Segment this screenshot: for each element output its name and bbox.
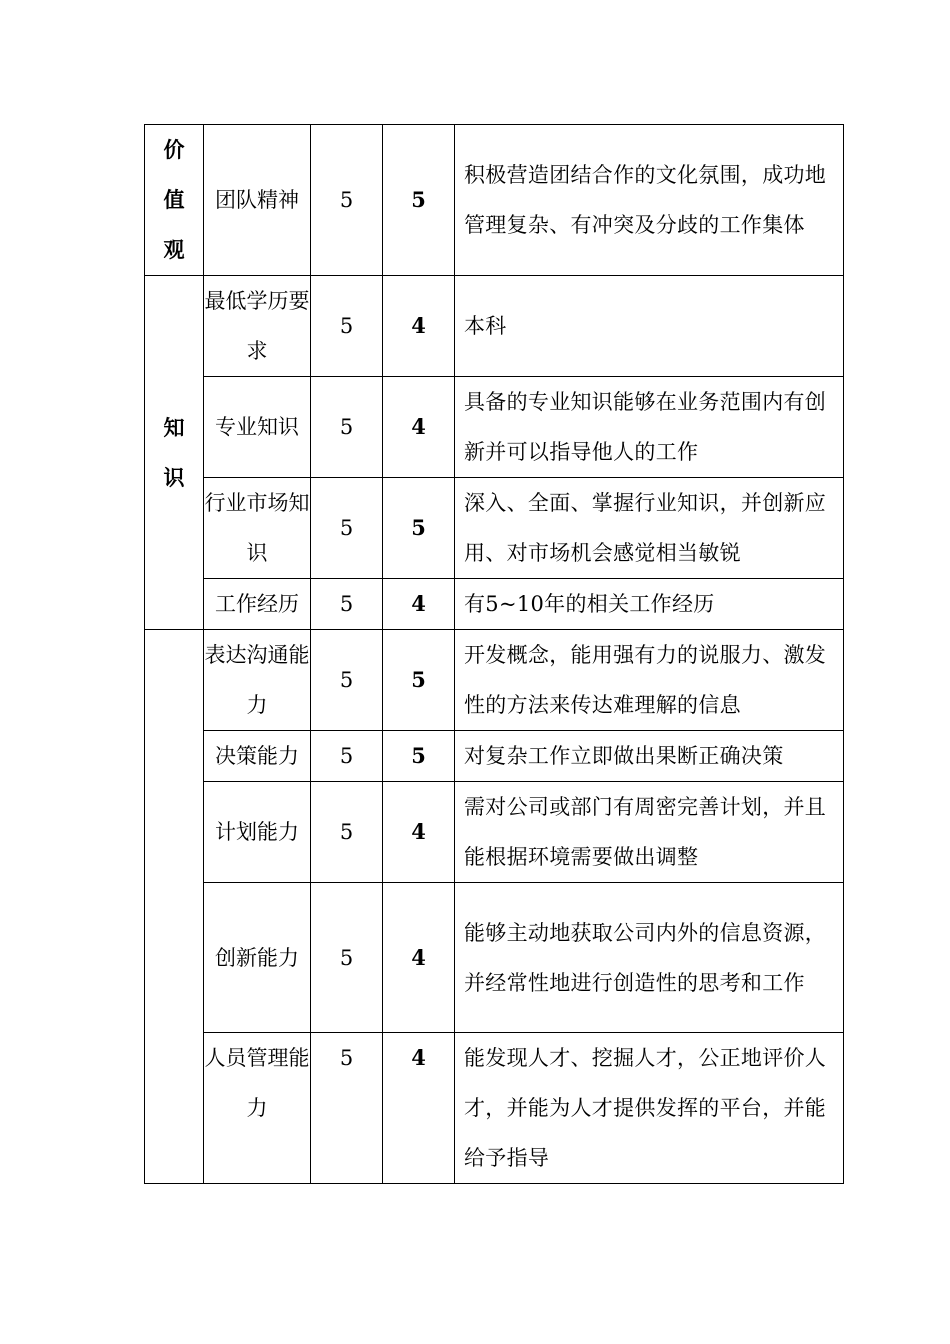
table-row	[145, 478, 844, 579]
description-cell: 积极营造团结合作的文化氛围，成功地管理复杂、有冲突及分歧的工作集体	[455, 125, 844, 276]
item-name: 行业市场知识	[204, 478, 311, 579]
item-name: 团队精神	[204, 125, 311, 276]
table-row	[145, 579, 844, 630]
category-knowledge	[145, 276, 204, 630]
required-level-cell: 5	[383, 731, 455, 782]
item-name: 表达沟通能力	[204, 630, 311, 731]
item-name: 人员管理能力	[204, 1033, 311, 1184]
item-name: 工作经历	[204, 579, 311, 630]
table-row	[145, 276, 844, 377]
description-cell: 开发概念，能用强有力的说服力、激发性的方法来传达难理解的信息	[455, 630, 844, 731]
description-cell: 需对公司或部门有周密完善计划，并且能根据环境需要做出调整	[455, 782, 844, 883]
competency-table	[144, 124, 844, 1184]
required-level-cell: 4	[383, 579, 455, 630]
item-name: 创新能力	[204, 883, 311, 1033]
table-row	[145, 731, 844, 782]
table-row	[145, 125, 844, 276]
score-cell: 5	[311, 478, 383, 579]
required-level-cell: 4	[383, 276, 455, 377]
score-cell: 5	[311, 782, 383, 883]
item-name: 决策能力	[204, 731, 311, 782]
category-char: 识	[163, 464, 185, 490]
item-name: 最低学历要求	[204, 276, 311, 377]
table-row	[145, 377, 844, 478]
description-cell: 本科	[455, 276, 844, 377]
table-row	[145, 782, 844, 883]
required-level-cell: 4	[383, 782, 455, 883]
required-level-cell: 4	[383, 377, 455, 478]
score-cell: 5	[311, 125, 383, 276]
score-cell: 5	[311, 579, 383, 630]
category-char: 观	[163, 237, 185, 262]
description-cell: 有5~10年的相关工作经历	[455, 579, 844, 630]
score-cell: 5	[311, 276, 383, 377]
description-cell: 具备的专业知识能够在业务范围内有创新并可以指导他人的工作	[455, 377, 844, 478]
required-level-cell: 4	[383, 1033, 455, 1184]
required-level-cell: 5	[383, 478, 455, 579]
table-row	[145, 630, 844, 731]
score-cell: 5	[311, 377, 383, 478]
category-char: 价	[163, 137, 185, 162]
description-cell: 对复杂工作立即做出果断正确决策	[455, 731, 844, 782]
table-row	[145, 1033, 844, 1184]
category-char: 值	[163, 187, 185, 212]
required-level-cell: 5	[383, 630, 455, 731]
description-cell: 能够主动地获取公司内外的信息资源，并经常性地进行创造性的思考和工作	[455, 883, 844, 1033]
required-level-cell: 4	[383, 883, 455, 1033]
item-name: 计划能力	[204, 782, 311, 883]
score-cell: 5	[311, 883, 383, 1033]
required-level-cell: 5	[383, 125, 455, 276]
description-cell: 深入、全面、掌握行业知识，并创新应用、对市场机会感觉相当敏锐	[455, 478, 844, 579]
category-char: 知	[163, 414, 185, 440]
description-cell: 能发现人才、挖掘人才，公正地评价人才，并能为人才提供发挥的平台，并能给予指导	[455, 1033, 844, 1184]
category-values	[145, 125, 204, 276]
table-row	[145, 883, 844, 1033]
score-cell: 5	[311, 731, 383, 782]
item-name: 专业知识	[204, 377, 311, 478]
score-cell: 5	[311, 630, 383, 731]
category-ability	[145, 630, 204, 1184]
score-cell: 5	[311, 1033, 383, 1184]
